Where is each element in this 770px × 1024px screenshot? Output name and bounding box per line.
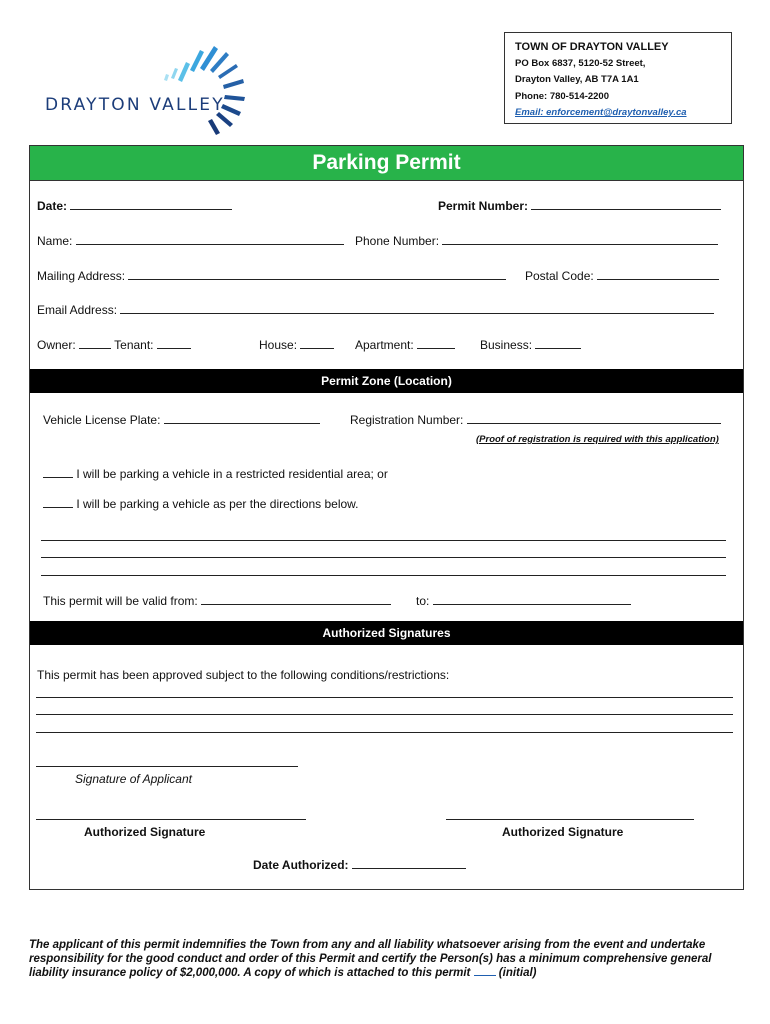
form-title: Parking Permit [30,146,743,181]
directions-line-1[interactable] [41,540,726,541]
plate-field[interactable] [164,413,320,424]
initial-label: (initial) [498,967,537,979]
registration-note: (Proof of registration is required with this application) [476,434,719,445]
permit-zone-header: Permit Zone (Location) [30,369,743,393]
date-field[interactable] [70,199,232,210]
tenant-field[interactable] [157,338,191,349]
authorized-signature-label-left: Authorized Signature [84,825,206,839]
tenant-label: Tenant: [114,338,154,352]
business-field[interactable] [535,338,581,349]
postal-code-label: Postal Code: [525,269,594,283]
registration-label: Registration Number: [350,413,464,427]
mailing-address-field[interactable] [128,269,506,280]
authorized-signatures-header: Authorized Signatures [30,621,743,645]
directions-line-2[interactable] [41,557,726,558]
option-restricted-label: I will be parking a vehicle in a restricted residential area; or [76,467,388,481]
registration-field[interactable] [467,413,721,424]
directions-line-3[interactable] [41,575,726,576]
email-address-label: Email Address: [37,303,118,317]
indemnity-statement [29,938,749,980]
owner-field[interactable] [79,338,111,349]
postal-code-field[interactable] [597,269,719,280]
initial-field[interactable] [474,966,496,976]
conditions-line-1[interactable] [36,697,733,698]
name-field[interactable] [76,234,344,245]
town-logo-icon [40,40,280,135]
conditions-label: This permit has been approved subject to the following conditions/restrictions: [37,668,450,682]
date-authorized-label: Date Authorized: [253,858,349,872]
option-directions-label: I will be parking a vehicle as per the directions below. [76,497,359,511]
apartment-field[interactable] [417,338,455,349]
plate-label: Vehicle License Plate: [43,413,161,427]
phone-text: Phone: 780-514-2200 [515,90,609,102]
address-line-2: Drayton Valley, AB T7A 1A1 [515,74,639,85]
address-line-1: PO Box 6837, 5120-52 Street, [515,57,646,69]
phone-field[interactable] [442,234,718,245]
business-label: Business: [480,338,533,352]
applicant-signature-line[interactable] [36,766,298,767]
directions-checkbox[interactable] [43,497,73,508]
permit-number-field[interactable] [531,199,721,210]
date-label: Date: [37,199,68,213]
valid-from-field[interactable] [201,594,391,605]
valid-to-field[interactable] [433,594,631,605]
phone-label: Phone Number: [355,234,440,248]
conditions-line-2[interactable] [36,714,733,715]
authorized-signature-label-right: Authorized Signature [502,825,624,839]
name-label: Name: [37,234,73,248]
email-link[interactable]: Email: enforcement@draytonvalley.ca [515,107,687,118]
owner-label: Owner: [37,338,76,352]
valid-to-label: to: [416,594,430,608]
applicant-signature-label: Signature of Applicant [75,772,192,786]
indemnity-text: The applicant of this permit indemnifies the Town from any and all liability whatsoever arising from the event and undertake responsibility for the good conduct and order of this Permit and certify the Person(s) has a minimum comprehensive general liability insurance policy of $2,000,000. A copy of which is attached to this permit [29,939,712,979]
conditions-line-3[interactable] [36,732,733,733]
restricted-area-checkbox[interactable] [43,467,73,478]
date-authorized-field[interactable] [352,858,466,869]
house-label: House: [259,338,298,352]
logo-wordmark: DRAYTON VALLEY [45,95,225,115]
permit-form [29,145,744,890]
town-name: TOWN OF DRAYTON VALLEY [515,41,669,53]
contact-info-box [504,32,732,124]
house-field[interactable] [300,338,334,349]
email-address-field[interactable] [120,303,714,314]
mailing-address-label: Mailing Address: [37,269,126,283]
authorized-signature-line-left[interactable] [36,819,306,820]
permit-number-label: Permit Number: [438,199,529,213]
apartment-label: Apartment: [355,338,414,352]
valid-from-label: This permit will be valid from: [43,594,198,608]
authorized-signature-line-right[interactable] [446,819,694,820]
